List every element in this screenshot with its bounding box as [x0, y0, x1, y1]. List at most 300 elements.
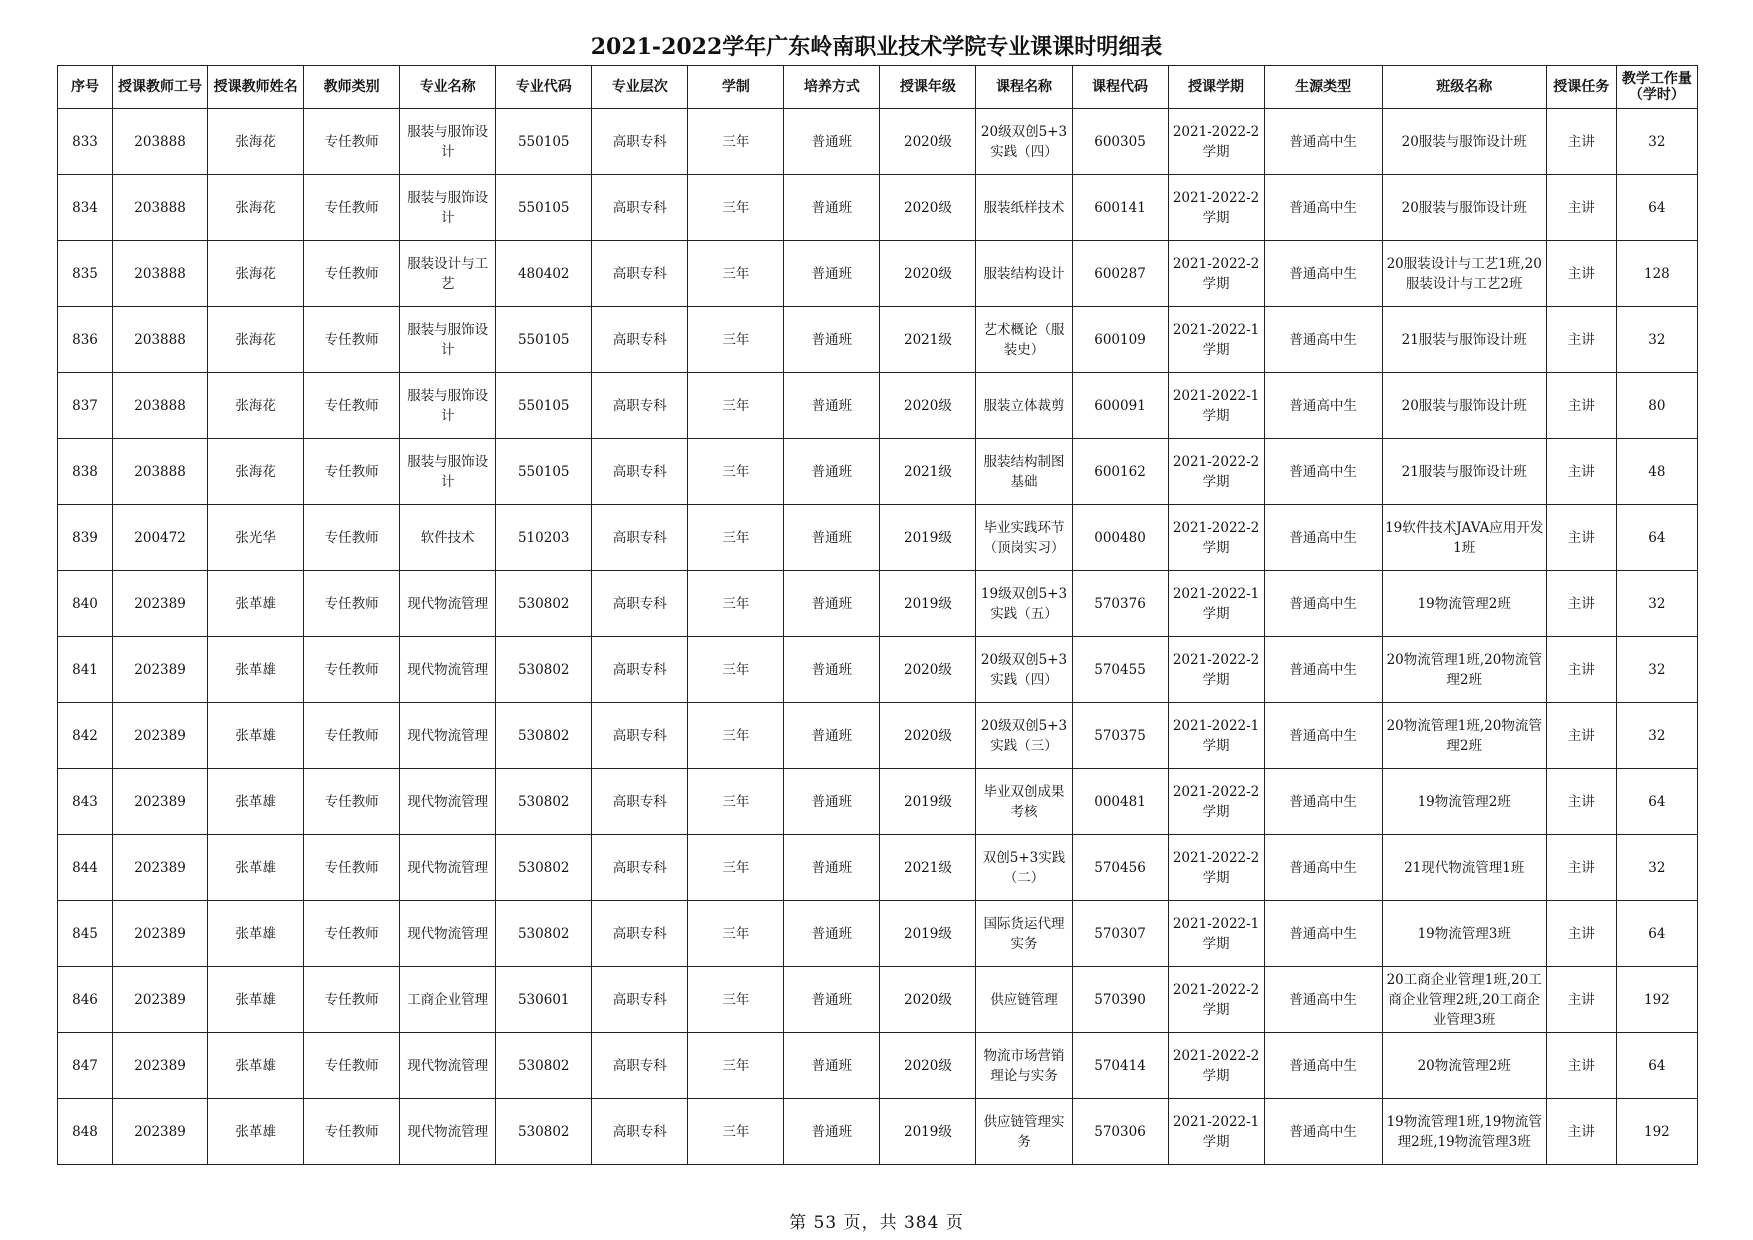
course-name-cell: [976, 967, 1072, 1033]
class-name-header: 班级名称: [1382, 66, 1546, 109]
grade-cell: [880, 241, 976, 307]
cell-text: 毕业双创成果考核: [983, 783, 1065, 820]
class-name-cell: [1382, 1099, 1546, 1165]
semester-cell: [1168, 439, 1264, 505]
cell-text: 主讲: [1567, 991, 1595, 1008]
seq-cell: [58, 439, 113, 505]
major-name-cell: [400, 373, 496, 439]
course-code-cell: [1072, 901, 1168, 967]
course-code-cell: [1072, 505, 1168, 571]
cell-text: 专任教师: [324, 991, 379, 1008]
training-mode-cell: [784, 571, 880, 637]
level-cell: [592, 835, 688, 901]
course-code-cell: [1072, 835, 1168, 901]
cell-text: 2021级: [904, 463, 952, 480]
semester-cell: [1168, 241, 1264, 307]
course-code-cell: [1072, 571, 1168, 637]
training-mode-cell: [784, 241, 880, 307]
level-cell: [592, 901, 688, 967]
cell-text: 20物流管理1班,20物流管理2班: [1386, 651, 1542, 688]
cell-text: 530802: [517, 793, 570, 810]
workload-cell: [1616, 571, 1697, 637]
teacher-name-cell: [208, 901, 304, 967]
seq-cell: [58, 637, 113, 703]
workload-cell: [1616, 835, 1697, 901]
grade-cell: [880, 571, 976, 637]
teacher-type-cell: [304, 769, 400, 835]
major-name-cell: [400, 769, 496, 835]
teacher-name-cell: [208, 967, 304, 1033]
cell-text: 普通班: [811, 1057, 853, 1074]
cell-text: 主讲: [1567, 199, 1595, 216]
cell-text: 550105: [517, 463, 570, 480]
cell-text: 高职专科: [612, 595, 667, 612]
table-row: [58, 901, 1698, 967]
major-code-cell: [496, 109, 592, 175]
task-cell: [1546, 307, 1616, 373]
cell-text: 普通高中生: [1289, 331, 1357, 348]
workload-cell: [1616, 439, 1697, 505]
student-source-cell: [1264, 241, 1382, 307]
cell-text: 21服装与服饰设计班: [1401, 331, 1527, 348]
cell-text: 主讲: [1567, 793, 1595, 810]
cell-text: 570307: [1094, 925, 1146, 942]
teacher-id-header: 授课教师工号: [113, 66, 208, 109]
cell-text: 高职专科: [612, 199, 667, 216]
cell-text: 普通高中生: [1289, 595, 1357, 612]
cell-text: 普通班: [811, 727, 853, 744]
training-mode-cell: [784, 1033, 880, 1099]
cell-text: 21服装与服饰设计班: [1401, 463, 1527, 480]
course-name-cell: [976, 307, 1072, 373]
cell-text: 服装与服饰设计: [407, 189, 489, 226]
cell-text: 三年: [722, 1057, 750, 1074]
cell-text: 高职专科: [612, 925, 667, 942]
cell-text: 20服装与服饰设计班: [1401, 397, 1527, 414]
cell-text: 普通班: [811, 1123, 853, 1140]
major-name-cell: [400, 571, 496, 637]
teacher-name-cell: [208, 109, 304, 175]
seq-header: 序号: [58, 66, 113, 109]
cell-text: 普通高中生: [1289, 859, 1357, 876]
class-name-cell: [1382, 241, 1546, 307]
class-name-cell: [1382, 439, 1546, 505]
major-name-header: 专业名称: [400, 66, 496, 109]
course-code-cell: [1072, 439, 1168, 505]
major-code-cell: [496, 373, 592, 439]
cell-text: 三年: [722, 397, 750, 414]
cell-text: 480402: [517, 265, 570, 282]
cell-text: 32: [1648, 661, 1666, 678]
task-cell: [1546, 637, 1616, 703]
cell-text: 2020级: [904, 265, 952, 282]
major-name-cell: [400, 1033, 496, 1099]
cell-text: 三年: [722, 793, 750, 810]
cell-text: 现代物流管理: [407, 661, 489, 678]
training-mode-cell: [784, 967, 880, 1033]
grade-cell: [880, 373, 976, 439]
cell-text: 2019级: [904, 1123, 952, 1140]
cell-text: 三年: [722, 595, 750, 612]
cell-text: 普通高中生: [1289, 133, 1357, 150]
teacher-name-cell: [208, 241, 304, 307]
duration-cell: [688, 967, 784, 1033]
cell-text: 32: [1648, 727, 1666, 744]
grade-cell: [880, 637, 976, 703]
cell-text: 2021级: [904, 859, 952, 876]
semester-cell: [1168, 1099, 1264, 1165]
cell-text: 20级双创5+3实践（三）: [980, 717, 1068, 754]
course-code-cell: [1072, 373, 1168, 439]
duration-cell: [688, 571, 784, 637]
teacher-name-cell: [208, 175, 304, 241]
duration-cell: [688, 1033, 784, 1099]
training-mode-cell: [784, 109, 880, 175]
major-code-cell: [496, 439, 592, 505]
teacher-type-cell: [304, 439, 400, 505]
teacher-id-cell: [113, 109, 208, 175]
teacher-type-cell: [304, 241, 400, 307]
semester-header: 授课学期: [1168, 66, 1264, 109]
cell-text: 普通班: [811, 859, 853, 876]
teacher-name-cell: [208, 1099, 304, 1165]
teacher-id-cell: [113, 769, 208, 835]
duration-cell: [688, 835, 784, 901]
cell-text: 550105: [517, 397, 570, 414]
task-cell: [1546, 835, 1616, 901]
major-code-cell: [496, 703, 592, 769]
teacher-name-cell: [208, 835, 304, 901]
cell-text: 550105: [517, 133, 570, 150]
cell-text: 张海花: [235, 265, 276, 282]
duration-cell: [688, 901, 784, 967]
task-cell: [1546, 1099, 1616, 1165]
cell-text: 艺术概论（服装史）: [983, 321, 1065, 358]
cell-text: 20服装设计与工艺1班,20服装设计与工艺2班: [1386, 255, 1542, 292]
cell-text: 专任教师: [324, 199, 379, 216]
teacher-type-cell: [304, 1099, 400, 1165]
cell-text: 物流市场营销理论与实务: [983, 1047, 1065, 1084]
workload-cell: [1616, 373, 1697, 439]
cell-text: 主讲: [1567, 463, 1595, 480]
cell-text: 2021-2022-1学期: [1172, 387, 1260, 424]
cell-text: 841: [72, 661, 98, 678]
seq-cell: [58, 769, 113, 835]
workload-cell: [1616, 901, 1697, 967]
semester-cell: [1168, 307, 1264, 373]
cell-text: 203888: [134, 265, 186, 282]
cell-text: 600305: [1094, 133, 1146, 150]
major-code-header: 专业代码: [496, 66, 592, 109]
grade-cell: [880, 1033, 976, 1099]
course-name-cell: [976, 769, 1072, 835]
cell-text: 普通班: [811, 397, 853, 414]
cell-text: 张革雄: [235, 1123, 276, 1140]
cell-text: 510203: [517, 529, 570, 546]
teacher-id-cell: [113, 505, 208, 571]
major-name-cell: [400, 703, 496, 769]
cell-text: 202389: [134, 1123, 186, 1140]
class-name-cell: [1382, 175, 1546, 241]
cell-text: 普通高中生: [1289, 1057, 1357, 1074]
cell-text: 现代物流管理: [407, 925, 489, 942]
cell-text: 服装与服饰设计: [407, 123, 489, 160]
seq-cell: [58, 175, 113, 241]
training-mode-cell: [784, 769, 880, 835]
cell-text: 张海花: [235, 331, 276, 348]
cell-text: 张革雄: [235, 595, 276, 612]
duration-cell: [688, 373, 784, 439]
cell-text: 供应链管理实务: [983, 1113, 1065, 1150]
teacher-type-cell: [304, 109, 400, 175]
cell-text: 服装纸样技术: [983, 199, 1065, 216]
cell-text: 838: [72, 463, 98, 480]
teacher-id-cell: [113, 637, 208, 703]
class-name-cell: [1382, 109, 1546, 175]
grade-cell: [880, 901, 976, 967]
level-cell: [592, 1033, 688, 1099]
cell-text: 服装与服饰设计: [407, 453, 489, 490]
cell-text: 主讲: [1567, 595, 1595, 612]
student-source-cell: [1264, 1099, 1382, 1165]
major-name-cell: [400, 835, 496, 901]
cell-text: 服装结构制图基础: [983, 453, 1065, 490]
level-cell: [592, 439, 688, 505]
cell-text: 张海花: [235, 199, 276, 216]
seq-cell: [58, 505, 113, 571]
student-source-cell: [1264, 175, 1382, 241]
cell-text: 20物流管理1班,20物流管理2班: [1386, 717, 1542, 754]
major-code-cell: [496, 505, 592, 571]
teacher-id-cell: [113, 901, 208, 967]
cell-text: 普通班: [811, 199, 853, 216]
course-code-cell: [1072, 1033, 1168, 1099]
cell-text: 570306: [1094, 1123, 1146, 1140]
teacher-id-cell: [113, 1099, 208, 1165]
cell-text: 202389: [134, 727, 186, 744]
cell-text: 843: [72, 793, 98, 810]
cell-text: 20服装与服饰设计班: [1401, 199, 1527, 216]
training-mode-cell: [784, 901, 880, 967]
course-code-cell: [1072, 967, 1168, 1033]
table-body: [58, 109, 1698, 1165]
teacher-type-cell: [304, 901, 400, 967]
duration-cell: [688, 307, 784, 373]
cell-text: 530802: [517, 1057, 570, 1074]
semester-cell: [1168, 109, 1264, 175]
cell-text: 530601: [517, 991, 570, 1008]
cell-text: 三年: [722, 133, 750, 150]
cell-text: 840: [72, 595, 98, 612]
cell-text: 普通高中生: [1289, 397, 1357, 414]
cell-text: 2021-2022-2学期: [1172, 981, 1260, 1018]
cell-text: 20级双创5+3实践（四）: [980, 651, 1068, 688]
cell-text: 19物流管理2班: [1417, 595, 1511, 612]
cell-text: 三年: [722, 661, 750, 678]
semester-cell: [1168, 637, 1264, 703]
cell-text: 64: [1648, 1057, 1666, 1074]
cell-text: 2020级: [904, 397, 952, 414]
class-name-cell: [1382, 901, 1546, 967]
cell-text: 64: [1648, 793, 1666, 810]
course-code-cell: [1072, 109, 1168, 175]
cell-text: 专任教师: [324, 397, 379, 414]
cell-text: 833: [72, 133, 98, 150]
cell-text: 2021-2022-1学期: [1172, 717, 1260, 754]
cell-text: 主讲: [1567, 925, 1595, 942]
table-row: [58, 505, 1698, 571]
cell-text: 80: [1648, 397, 1666, 414]
cell-text: 20物流管理2班: [1417, 1057, 1511, 1074]
teacher-type-cell: [304, 835, 400, 901]
seq-cell: [58, 109, 113, 175]
level-cell: [592, 307, 688, 373]
page-title: 2021-2022学年广东岭南职业技术学院专业课课时明细表: [590, 34, 1163, 60]
cell-text: 19物流管理3班: [1417, 925, 1511, 942]
workload-cell: [1616, 1099, 1697, 1165]
major-name-cell: [400, 967, 496, 1033]
table-row: [58, 109, 1698, 175]
seq-cell: [58, 901, 113, 967]
student-source-cell: [1264, 307, 1382, 373]
cell-text: 550105: [517, 331, 570, 348]
table-row: [58, 1033, 1698, 1099]
grade-cell: [880, 967, 976, 1033]
grade-cell: [880, 769, 976, 835]
cell-text: 570390: [1094, 991, 1146, 1008]
teacher-name-cell: [208, 505, 304, 571]
cell-text: 570456: [1094, 859, 1146, 876]
cell-text: 2021-2022-2学期: [1172, 453, 1260, 490]
cell-text: 服装与服饰设计: [407, 387, 489, 424]
level-cell: [592, 505, 688, 571]
table-row: [58, 373, 1698, 439]
cell-text: 张革雄: [235, 661, 276, 678]
cell-text: 203888: [134, 397, 186, 414]
cell-text: 三年: [722, 925, 750, 942]
class-name-cell: [1382, 637, 1546, 703]
cell-text: 2021-2022-1学期: [1172, 915, 1260, 952]
grade-cell: [880, 307, 976, 373]
duration-cell: [688, 1099, 784, 1165]
duration-cell: [688, 175, 784, 241]
cell-text: 三年: [722, 199, 750, 216]
seq-cell: [58, 835, 113, 901]
cell-text: 2021-2022-2学期: [1172, 849, 1260, 886]
cell-text: 2021-2022-2学期: [1172, 519, 1260, 556]
level-cell: [592, 1099, 688, 1165]
cell-text: 主讲: [1567, 529, 1595, 546]
cell-text: 张光华: [235, 529, 276, 546]
cell-text: 专任教师: [324, 133, 379, 150]
course-code-cell: [1072, 637, 1168, 703]
task-cell: [1546, 967, 1616, 1033]
cell-text: 848: [72, 1123, 98, 1140]
major-name-cell: [400, 307, 496, 373]
teacher-type-cell: [304, 175, 400, 241]
seq-cell: [58, 307, 113, 373]
cell-text: 2021-2022-2学期: [1172, 1047, 1260, 1084]
cell-text: 600109: [1094, 331, 1146, 348]
cell-text: 现代物流管理: [407, 793, 489, 810]
teacher-name-cell: [208, 307, 304, 373]
cell-text: 203888: [134, 133, 186, 150]
student-source-cell: [1264, 373, 1382, 439]
level-cell: [592, 571, 688, 637]
cell-text: 高职专科: [612, 991, 667, 1008]
major-name-cell: [400, 637, 496, 703]
cell-text: 高职专科: [612, 463, 667, 480]
teacher-id-cell: [113, 439, 208, 505]
cell-text: 张革雄: [235, 859, 276, 876]
major-name-cell: [400, 901, 496, 967]
cell-text: 张革雄: [235, 991, 276, 1008]
cell-text: 600162: [1094, 463, 1146, 480]
level-cell: [592, 967, 688, 1033]
cell-text: 主讲: [1567, 727, 1595, 744]
cell-text: 2021-2022-2学期: [1172, 123, 1260, 160]
cell-text: 专任教师: [324, 331, 379, 348]
cell-text: 835: [72, 265, 98, 282]
cell-text: 专任教师: [324, 661, 379, 678]
cell-text: 张革雄: [235, 727, 276, 744]
semester-cell: [1168, 835, 1264, 901]
cell-text: 846: [72, 991, 98, 1008]
duration-cell: [688, 241, 784, 307]
cell-text: 普通班: [811, 463, 853, 480]
student-source-cell: [1264, 835, 1382, 901]
table-row: [58, 967, 1698, 1033]
cell-text: 530802: [517, 595, 570, 612]
cell-text: 普通高中生: [1289, 265, 1357, 282]
cell-text: 202389: [134, 991, 186, 1008]
major-name-cell: [400, 109, 496, 175]
teacher-id-cell: [113, 967, 208, 1033]
cell-text: 国际货运代理实务: [983, 915, 1065, 952]
class-name-cell: [1382, 307, 1546, 373]
grade-cell: [880, 439, 976, 505]
cell-text: 普通高中生: [1289, 199, 1357, 216]
cell-text: 张革雄: [235, 1057, 276, 1074]
grade-cell: [880, 175, 976, 241]
teacher-id-cell: [113, 241, 208, 307]
cell-text: 20级双创5+3实践（四）: [980, 123, 1068, 160]
task-header: 授课任务: [1546, 66, 1616, 109]
cell-text: 服装与服饰设计: [407, 321, 489, 358]
cell-text: 2021级: [904, 331, 952, 348]
cell-text: 2020级: [904, 133, 952, 150]
level-cell: [592, 769, 688, 835]
cell-text: 三年: [722, 463, 750, 480]
table-row: [58, 241, 1698, 307]
cell-text: 专任教师: [324, 529, 379, 546]
course-code-cell: [1072, 769, 1168, 835]
course-name-cell: [976, 373, 1072, 439]
semester-cell: [1168, 373, 1264, 439]
cell-text: 高职专科: [612, 859, 667, 876]
grade-header: 授课年级: [880, 66, 976, 109]
course-name-cell: [976, 637, 1072, 703]
level-cell: [592, 637, 688, 703]
teacher-name-cell: [208, 637, 304, 703]
student-source-cell: [1264, 439, 1382, 505]
cell-text: 2021-2022-2学期: [1172, 189, 1260, 226]
cell-text: 高职专科: [612, 793, 667, 810]
cell-text: 200472: [134, 529, 186, 546]
training-mode-cell: [784, 1099, 880, 1165]
task-cell: [1546, 901, 1616, 967]
cell-text: 三年: [722, 727, 750, 744]
